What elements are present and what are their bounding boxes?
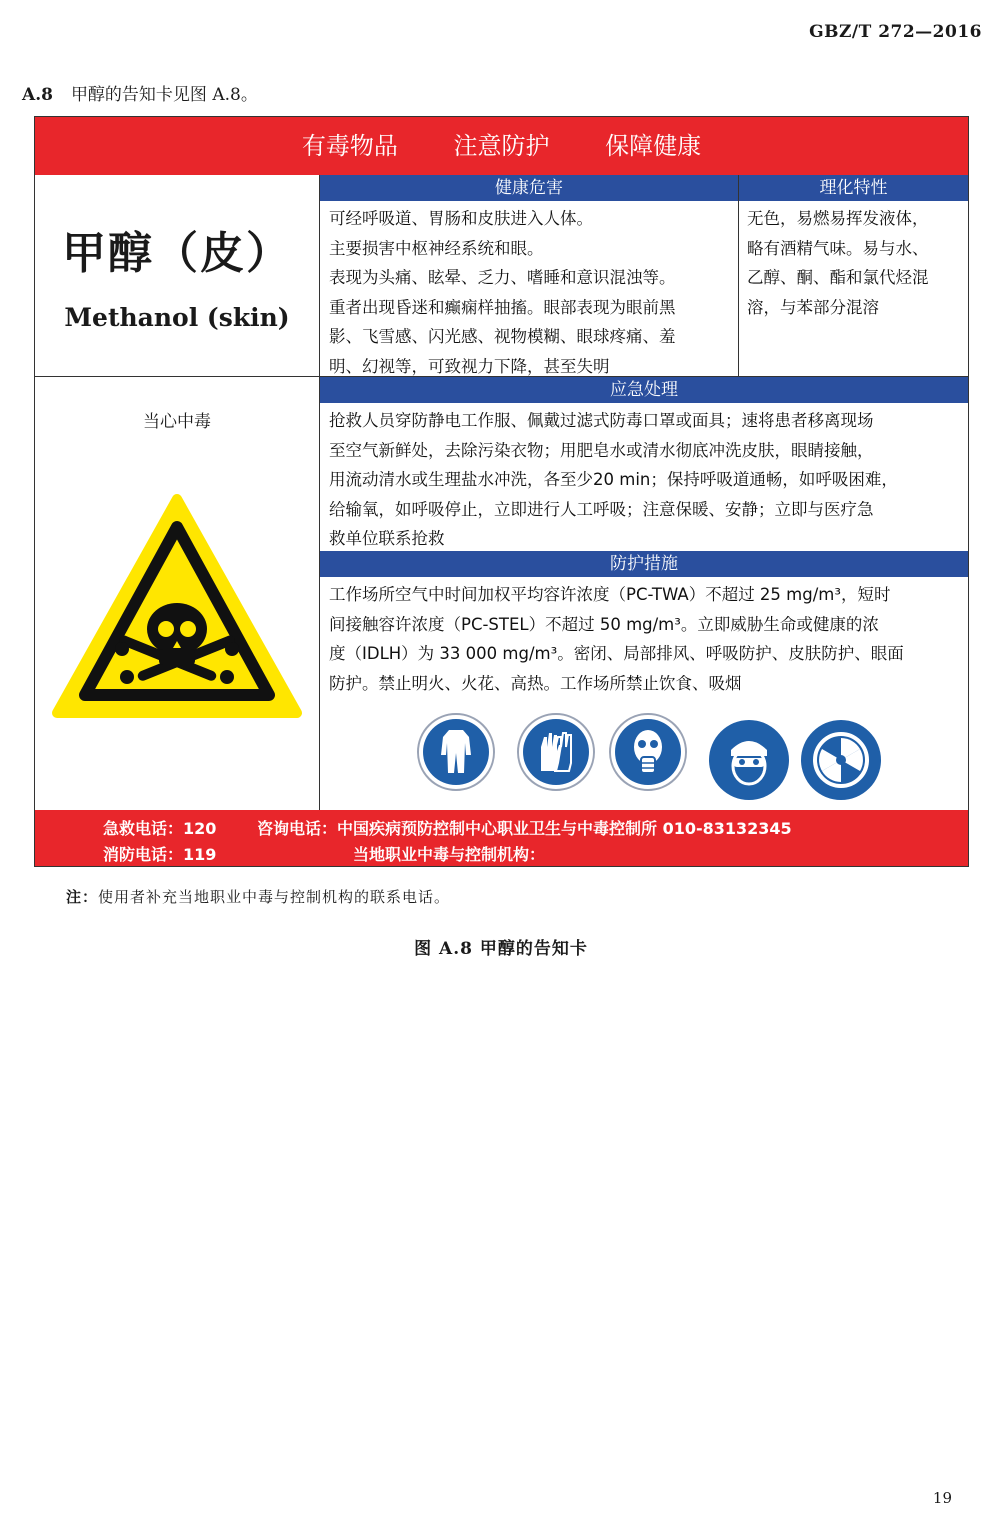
note xyxy=(66,886,450,907)
health-hazard-text xyxy=(329,204,734,381)
health-line: 影、飞雪感、闪光感、视物模糊、眼球疼痛、羞 xyxy=(329,327,676,346)
card-footer xyxy=(35,810,968,866)
protection-line: 防护。禁止明火、火花、高热。工作场所禁止饮食、吸烟 xyxy=(329,673,742,693)
properties-title: 理化特性 xyxy=(739,175,968,201)
emergency-line: 用流动清水或生理盐水冲洗，各至少20 min；保持呼吸道通畅，如呼吸困难， xyxy=(329,470,898,489)
banner-slogan-1: 有毒物品 xyxy=(301,132,398,160)
gas-mask-icon xyxy=(609,713,687,791)
health-hazard-title: 健康危害 xyxy=(320,175,738,201)
emergency-line: 救单位联系抢救 xyxy=(329,529,445,548)
health-line: 表现为头痛、眩晕、乏力、嗜睡和意识混浊等。 xyxy=(329,268,676,287)
substance-name-cn: 甲醇（皮） xyxy=(62,228,292,279)
notification-card xyxy=(34,116,969,867)
emergency-line: 至空气新鲜处，去除污染衣物；用肥皂水或清水彻底冲洗皮肤，眼睛接触， xyxy=(329,440,874,460)
fire-phone: 消防电话：119 xyxy=(103,845,217,864)
face-shield-icon xyxy=(709,720,789,800)
protective-gloves-icon xyxy=(517,713,595,791)
banner-slogan-2: 注意防护 xyxy=(453,132,550,160)
consult-phone: 咨询电话：中国疾病预防控制中心职业卫生与中毒控制所 010-83132345 xyxy=(257,819,792,838)
toxic-warning-sign-icon xyxy=(51,493,303,721)
health-line: 可经呼吸道、胃肠和皮肤进入人体。 xyxy=(329,209,593,228)
intro-paragraph xyxy=(22,80,258,105)
radiation-protection-icon xyxy=(801,720,881,800)
intro-number: A.8 xyxy=(22,85,53,105)
intro-text: 甲醇的告知卡见图 A.8。 xyxy=(70,85,258,105)
emergency-title: 应急处理 xyxy=(320,377,968,403)
properties-line: 无色，易燃易挥发液体， xyxy=(747,209,929,228)
substance-name-en: Methanol (skin) xyxy=(64,303,290,332)
emergency-text xyxy=(329,406,965,554)
properties-line: 略有酒精气味。易与水、 xyxy=(747,238,929,258)
properties-line: 乙醇、酮、酯和氯代烃混 xyxy=(747,268,929,287)
standard-code: GBZ/T 272—2016 xyxy=(809,22,982,42)
protection-text xyxy=(329,580,965,698)
page-number: 19 xyxy=(932,1489,952,1507)
health-line: 重者出现昏迷和癫痫样抽搐。眼部表现为眼前黑 xyxy=(329,297,676,317)
health-line: 明、幻视等，可致视力下降，甚至失明 xyxy=(329,356,610,376)
properties-line: 溶，与苯部分混溶 xyxy=(747,297,879,317)
emergency-phone: 急救电话：120 xyxy=(103,819,217,838)
health-line: 主要损害中枢神经系统和眼。 xyxy=(329,238,544,258)
protection-title: 防护措施 xyxy=(320,551,968,577)
divider-vertical-properties xyxy=(738,175,739,376)
protection-line: 度（IDLH）为 33 000 mg/m³。密闭、局部排风、呼吸防护、皮肤防护、眼面 xyxy=(329,644,904,663)
emergency-line: 抢救人员穿防静电工作服、佩戴过滤式防毒口罩或面具；速将患者移离现场 xyxy=(329,411,874,430)
note-label: 注： xyxy=(66,888,99,906)
card-banner xyxy=(35,117,968,175)
figure-caption: 图 A.8 甲醇的告知卡 xyxy=(414,939,588,959)
banner-slogan-3: 保障健康 xyxy=(605,132,702,160)
divider-vertical-main xyxy=(319,175,320,810)
properties-text xyxy=(747,204,965,322)
protection-line: 间接触容许浓度（PC-STEL）不超过 50 mg/m³。立即威胁生命或健康的浓 xyxy=(329,614,879,634)
emergency-line: 给输氧，如呼吸停止，立即进行人工呼吸；注意保暖、安静；立即与医疗急 xyxy=(329,499,874,519)
protective-suit-icon xyxy=(417,713,495,791)
note-text: 使用者补充当地职业中毒与控制机构的联系电话。 xyxy=(98,888,451,906)
protection-line: 工作场所空气中时间加权平均容许浓度（PC-TWA）不超过 25 mg/m³，短时 xyxy=(329,585,891,604)
warning-label: 当心中毒 xyxy=(143,412,211,432)
local-agency: 当地职业中毒与控制机构： xyxy=(353,845,546,864)
